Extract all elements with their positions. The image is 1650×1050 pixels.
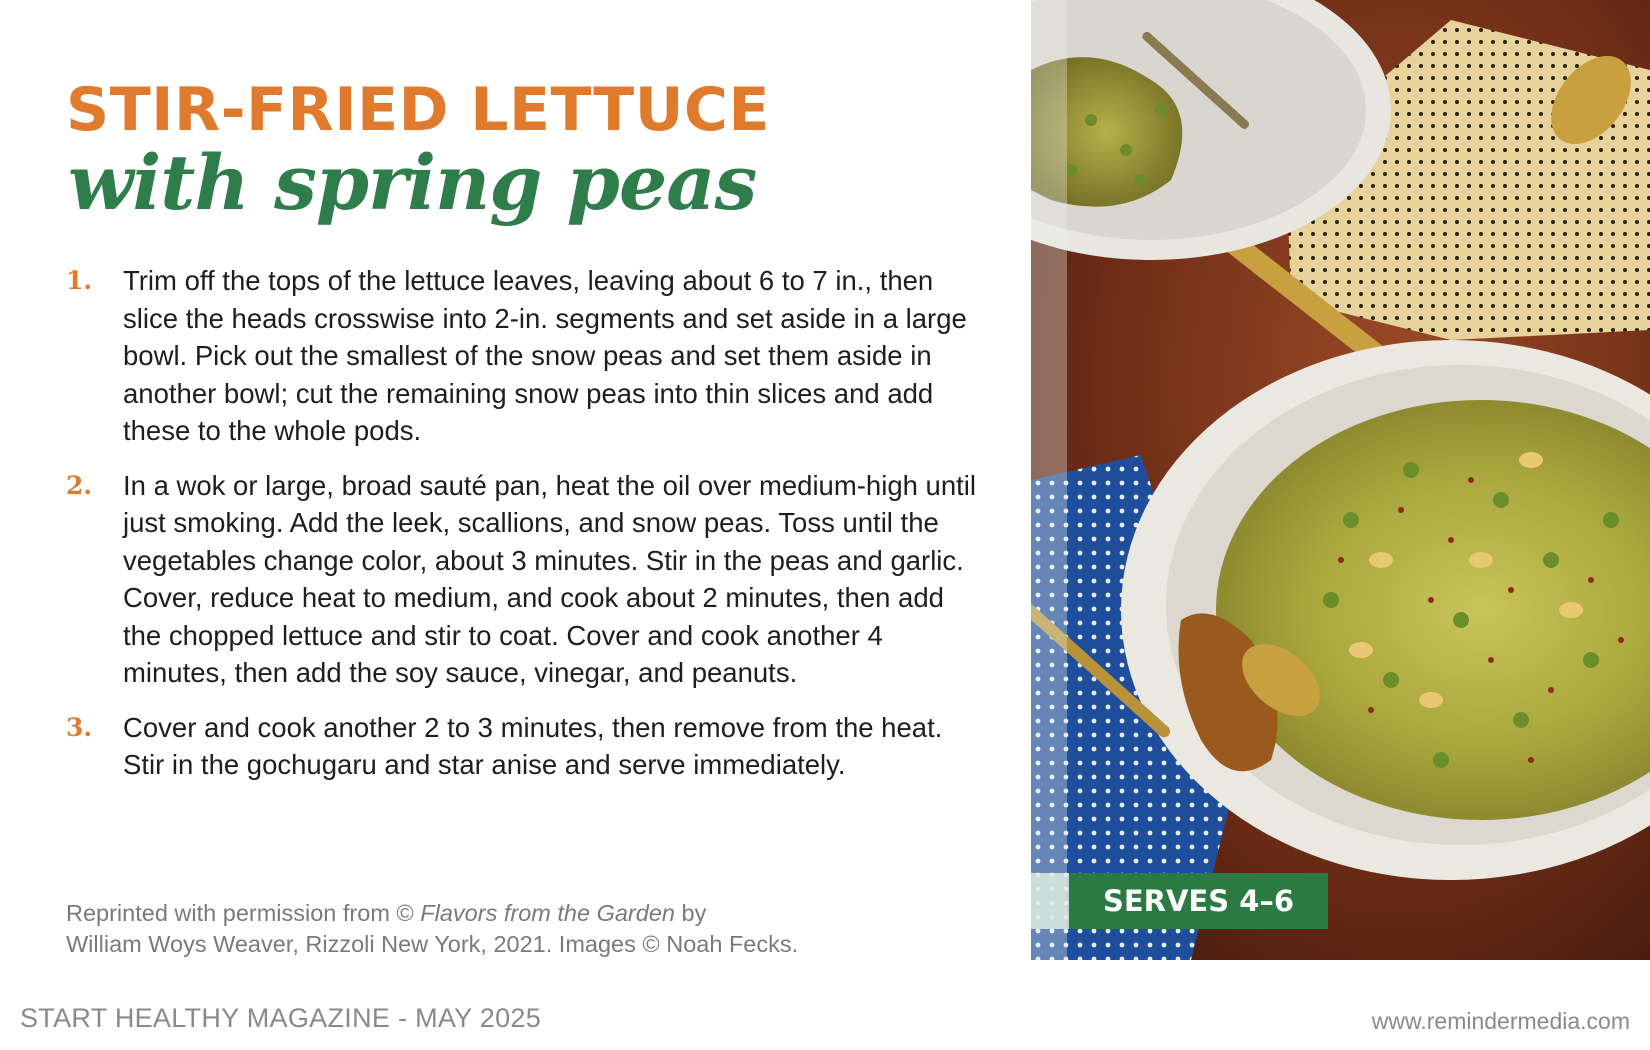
step-text: Trim off the tops of the lettuce leaves, leaving about 6 to 7 in., then slice the heads crosswise into 2-in. segments and set aside in a large bowl. Pick out the smallest of the snow peas and set them aside in another bowl; cut the remaining snow peas into thin slices and add these to the whole pods. bbox=[123, 265, 967, 446]
step-text: In a wok or large, broad sauté pan, heat the oil over medium-high until just smoking. Add the leek, scallions, and snow peas. Toss until the vegetables change color, about 3 minutes. Stir in the peas and garlic. Cover, reduce heat to medium, and cook about 2 minutes, then add the chopped lettuce and stir to coat. Cover and cook another 4 minutes, then add the soy sauce, vinegar, and peanuts. bbox=[123, 469, 976, 688]
step-number: 3. bbox=[66, 712, 93, 742]
credit-prefix: Reprinted with permission from © bbox=[66, 900, 414, 926]
publication-footer: START HEALTHY MAGAZINE - MAY 2025 bbox=[20, 1003, 542, 1033]
credit-by: by bbox=[681, 900, 707, 926]
serves-label: SERVES 4–6 bbox=[1069, 873, 1328, 929]
serves-badge bbox=[1031, 873, 1328, 929]
permission-credit bbox=[66, 898, 798, 960]
website-footer[interactable]: www.remindermedia.com bbox=[1371, 1008, 1630, 1034]
credit-line-2: William Woys Weaver, Rizzoli New York, 2021. Images © Noah Fecks. bbox=[66, 931, 799, 957]
food-photo-illustration bbox=[1031, 0, 1650, 960]
serves-badge-accent bbox=[1031, 873, 1069, 929]
food-photo bbox=[1031, 0, 1650, 960]
instruction-list bbox=[66, 262, 986, 801]
credit-book-title: Flavors from the Garden bbox=[420, 900, 675, 926]
recipe-subtitle: with spring peas bbox=[68, 138, 757, 227]
step-number: 1. bbox=[66, 266, 93, 295]
recipe-title: STIR-FRIED LETTUCE bbox=[66, 75, 770, 145]
step-number: 2. bbox=[66, 470, 93, 500]
instruction-step bbox=[66, 709, 986, 784]
instruction-step bbox=[66, 467, 986, 692]
step-text: Cover and cook another 2 to 3 minutes, then remove from the heat. Stir in the gochugaru and star anise and serve immediately. bbox=[123, 711, 943, 780]
instruction-step bbox=[66, 262, 986, 450]
